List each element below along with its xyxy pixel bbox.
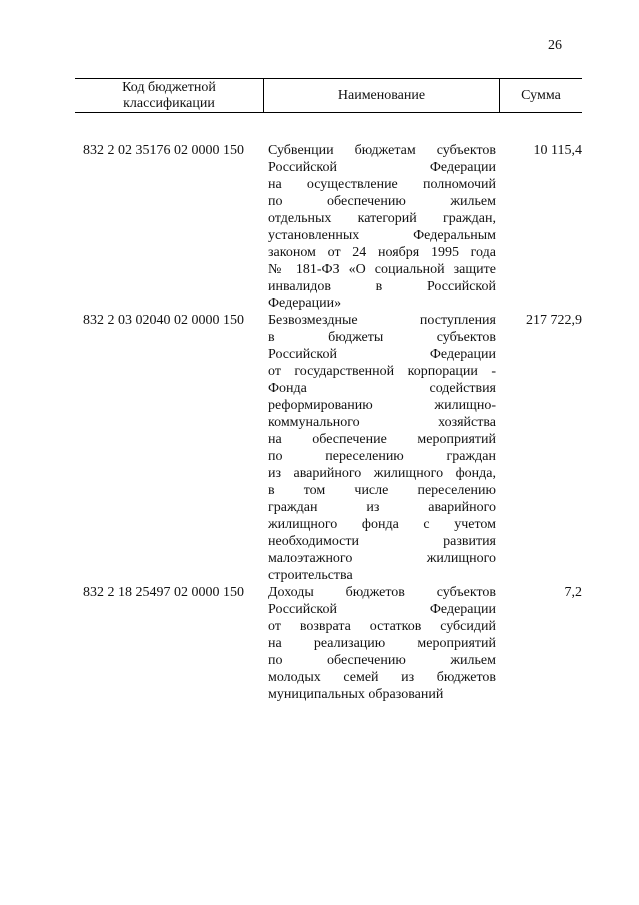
table-header — [75, 78, 582, 113]
budget-table — [75, 78, 582, 703]
name-line: необходимости развития — [268, 534, 496, 549]
sum-cell: 217 722,9 — [526, 313, 582, 328]
code-cell: 832 2 18 25497 02 0000 150 — [83, 585, 244, 600]
name-line: коммунального хозяйства — [268, 415, 496, 430]
name-line: на осуществление полномочий — [268, 177, 496, 192]
code-cell: 832 2 02 35176 02 0000 150 — [83, 143, 244, 158]
name-line: на обеспечение мероприятий — [268, 432, 496, 447]
header-name: Наименование — [264, 79, 500, 112]
name-line: Безвозмездные поступления — [268, 313, 496, 328]
name-line: Субвенции бюджетам субъектов — [268, 143, 496, 158]
name-line: малоэтажного жилищного — [268, 551, 496, 566]
name-line: из аварийного жилищного фонда, — [268, 466, 496, 481]
header-code: Код бюджетной классификации — [75, 79, 264, 112]
name-line: граждан из аварийного — [268, 500, 496, 515]
name-line: муниципальных образований — [268, 687, 444, 702]
name-line: отдельных категорий граждан, — [268, 211, 496, 226]
code-cell: 832 2 03 02040 02 0000 150 — [83, 313, 244, 328]
name-line: Российской Федерации — [268, 347, 496, 362]
name-line: реформированию жилищно- — [268, 398, 496, 413]
name-line: на реализацию мероприятий — [268, 636, 496, 651]
name-line: инвалидов в Российской — [268, 279, 496, 294]
name-line: Фонда содействия — [268, 381, 496, 396]
sum-cell: 7,2 — [564, 585, 582, 600]
sum-cell: 10 115,4 — [533, 143, 582, 158]
name-line: Российской Федерации — [268, 602, 496, 617]
name-cell — [268, 584, 496, 703]
name-line: строительства — [268, 568, 353, 583]
name-cell — [268, 312, 496, 584]
name-line: жилищного фонда с учетом — [268, 517, 496, 532]
name-line: в том числе переселению — [268, 483, 496, 498]
table-row — [75, 312, 582, 584]
name-line: молодых семей из бюджетов — [268, 670, 496, 685]
name-line: законом от 24 ноября 1995 года — [268, 245, 496, 260]
name-line: установленных Федеральным — [268, 228, 496, 243]
name-cell — [268, 142, 496, 312]
name-line: Российской Федерации — [268, 160, 496, 175]
name-line: от государственной корпорации - — [268, 364, 496, 379]
header-sum: Сумма — [521, 87, 561, 103]
name-line: Федерации» — [268, 296, 342, 311]
name-line: № 181-ФЗ «О социальной защите — [268, 262, 496, 277]
name-line: от возврата остатков субсидий — [268, 619, 496, 634]
name-line: в бюджеты субъектов — [268, 330, 496, 345]
name-line: Доходы бюджетов субъектов — [268, 585, 496, 600]
table-body — [75, 142, 582, 703]
name-line: по обеспечению жильем — [268, 194, 496, 209]
table-row — [75, 142, 582, 312]
page-number: 26 — [548, 38, 562, 53]
table-row — [75, 584, 582, 703]
name-line: по обеспечению жильем — [268, 653, 496, 668]
name-line: по переселению граждан — [268, 449, 496, 464]
